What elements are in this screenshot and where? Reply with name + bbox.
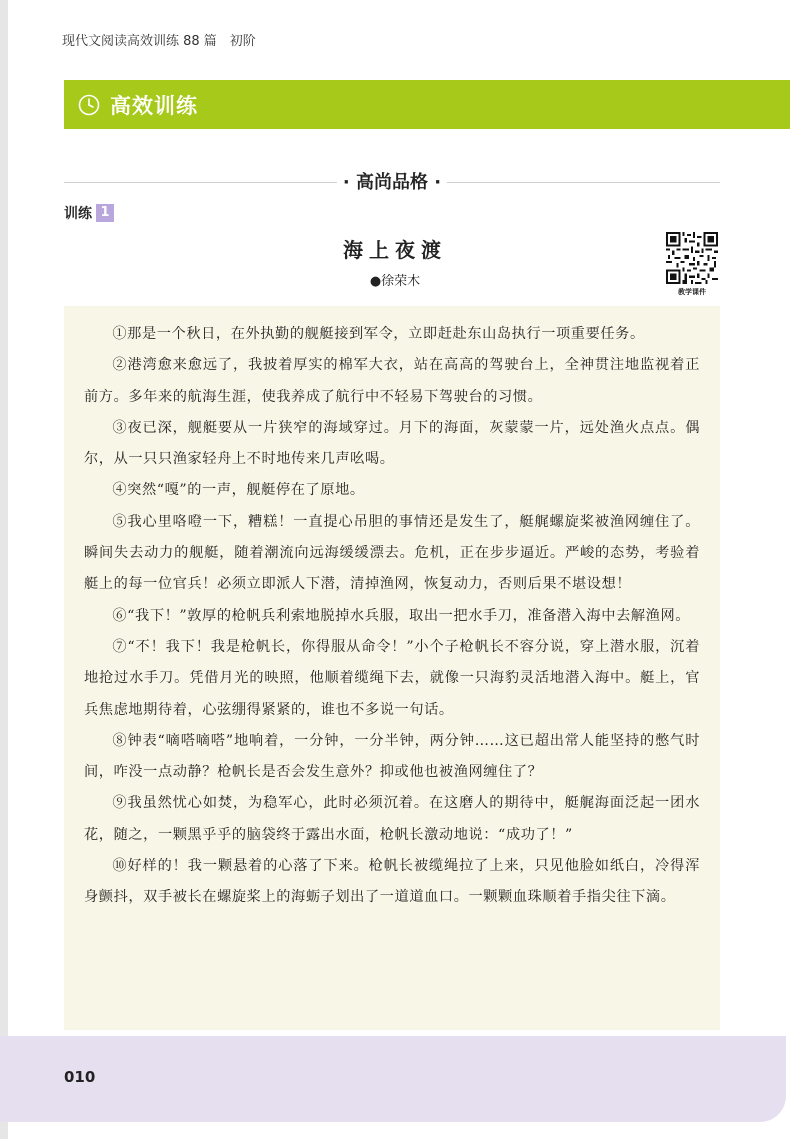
article-paragraph: ⑦“不！我下！我是枪帆长，你得服从命令！”小个子枪帆长不容分说，穿上潜水服，沉着地抢过水手刀。凭借月光的映照，他顺着缆绳下去，就像一只海豹灵活地潜入海中。艇上，官兵焦虑地期待着，心弦绷得紧紧的，谁也不多说一句话。 [84,638,700,718]
article-paragraph: ③夜已深，舰艇要从一片狭窄的海域穿过。月下的海面，灰蒙蒙一片，远处渔火点点。偶尔，从一只只渔家轻舟上不时地传来几声吆喝。 [84,419,700,468]
article-paragraph: ⑥“我下！”敦厚的枪帆兵利索地脱掉水兵服，取出一把水手刀，准备潜入海中去解渔网。 [112,607,691,624]
clock-icon [78,94,100,116]
qr-caption: 教学课件 [678,288,706,296]
qr-code-icon[interactable] [666,232,718,284]
article-paragraph: ②港湾愈来愈远了，我披着厚实的棉军大衣，站在高高的驾驶台上，全神贯注地监视着正前方。多年来的航海生涯，使我养成了航行中不轻易下驾驶台的习惯。 [84,357,700,405]
training-label-text: 训练 [64,206,92,222]
article-paragraph: ①那是一个秋日，在外执勤的舰艇接到军令，立即赶赴东山岛执行一项重要任务。 [112,326,645,342]
training-number-badge: 1 [96,204,114,222]
article-title: 海上夜渡 [343,238,447,262]
page-edge-band [0,0,8,1139]
theme-title: · 高尚品格 · [337,168,447,194]
article-paragraph: ④突然“嘎”的一声，舰艇停在了原地。 [112,482,365,499]
section-banner [64,80,790,129]
article-paragraph: ⑧钟表“嘀嗒嘀嗒”地响着，一分钟，一分半钟，两分钟……这已超出常人能坚持的憋气时间，咋没一点动静？枪帆长是否会发生意外？抑或他也被渔网缠住了？ [84,732,700,781]
article-paragraph: ⑩好样的！我一颗悬着的心落了下来。枪帆长被缆绳拉了上来，只见他脸如纸白，冷得浑身颤抖，双手被长在螺旋桨上的海蛎子划出了一道道血口。一颗颗血珠顺着手指尖往下滴。 [84,858,700,906]
article-paragraph: ⑤我心里咯噔一下，糟糕！一直提心吊胆的事情还是发生了，艇艉螺旋桨被渔网缠住了。瞬间失去动力的舰艇，随着潮流向远海缓缓漂去。危机，正在步步逼近。严峻的态势，考验着艇上的每一位官兵！必须立即派人下潜，清掉渔网，恢复动力，否则后果不堪设想！ [84,513,700,593]
training-label [64,203,114,223]
section-title: 高效训练 [110,93,198,118]
theme-heading-row [64,168,720,196]
article-paragraph: ⑨我虽然忧心如焚，为稳军心，此时必须沉着。在这磨人的期待中，艇艉海面泛起一团水花，随之，一颗黑乎乎的脑袋终于露出水面，枪帆长激动地说：“成功了！” [84,795,700,843]
book-header-title: 现代文阅读高效训练 88 篇 初阶 [62,34,256,49]
article-author: ●徐荣木 [369,274,421,289]
page-number: 010 [64,1068,96,1086]
page-footer [0,1036,786,1122]
article-body [64,306,720,1030]
